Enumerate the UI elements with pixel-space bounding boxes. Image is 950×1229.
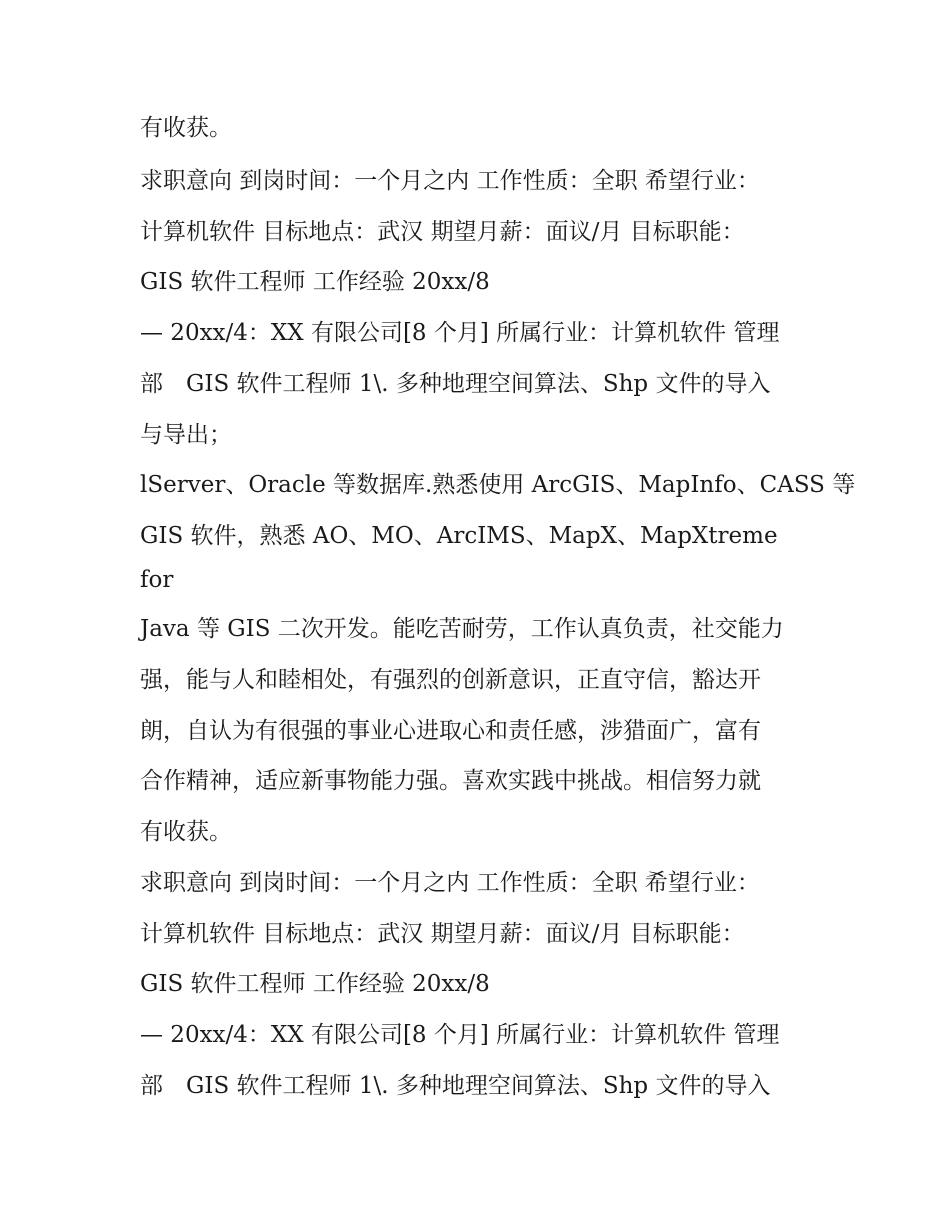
- text-line: 部 GIS 软件工程师 1\. 多种地理空间算法、Shp 文件的导入: [140, 371, 771, 397]
- text-line: 计算机软件 目标地点：武汉 期望月薪：面议/月 目标职能：: [140, 921, 745, 947]
- text-line: lServer、Oracle 等数据库.熟悉使用 ArcGIS、MapInfo、CASS 等: [140, 472, 856, 498]
- text-line: GIS 软件，熟悉 AO、MO、ArcIMS、MapX、MapXtreme: [140, 523, 778, 549]
- text-line: for: [140, 567, 174, 593]
- text-line: — 20xx/4：XX 有限公司[8 个月] 所属行业：计算机软件 管理: [140, 320, 780, 346]
- text-line: 合作精神，适应新事物能力强。喜欢实践中挑战。相信努力就: [140, 768, 761, 794]
- text-line: 求职意向 到岗时间：一个月之内 工作性质：全职 希望行业：: [140, 168, 760, 194]
- text-line: 与导出；: [140, 422, 232, 448]
- text-line: GIS 软件工程师 工作经验 20xx/8: [140, 269, 490, 295]
- text-line: 有收获。: [140, 115, 232, 141]
- text-line: 朗，自认为有很强的事业心进取心和责任感，涉猎面广，富有: [140, 718, 761, 744]
- text-line: 部 GIS 软件工程师 1\. 多种地理空间算法、Shp 文件的导入: [140, 1073, 771, 1099]
- text-line: 计算机软件 目标地点：武汉 期望月薪：面议/月 目标职能：: [140, 219, 745, 245]
- text-line: 有收获。: [140, 819, 232, 845]
- text-line: 求职意向 到岗时间：一个月之内 工作性质：全职 希望行业：: [140, 870, 760, 896]
- text-line: Java 等 GIS 二次开发。能吃苦耐劳，工作认真负责，社交能力: [140, 616, 784, 642]
- text-line: GIS 软件工程师 工作经验 20xx/8: [140, 971, 490, 997]
- text-line: 强，能与人和睦相处，有强烈的创新意识，正直守信，豁达开: [140, 667, 761, 693]
- text-line: — 20xx/4：XX 有限公司[8 个月] 所属行业：计算机软件 管理: [140, 1022, 780, 1048]
